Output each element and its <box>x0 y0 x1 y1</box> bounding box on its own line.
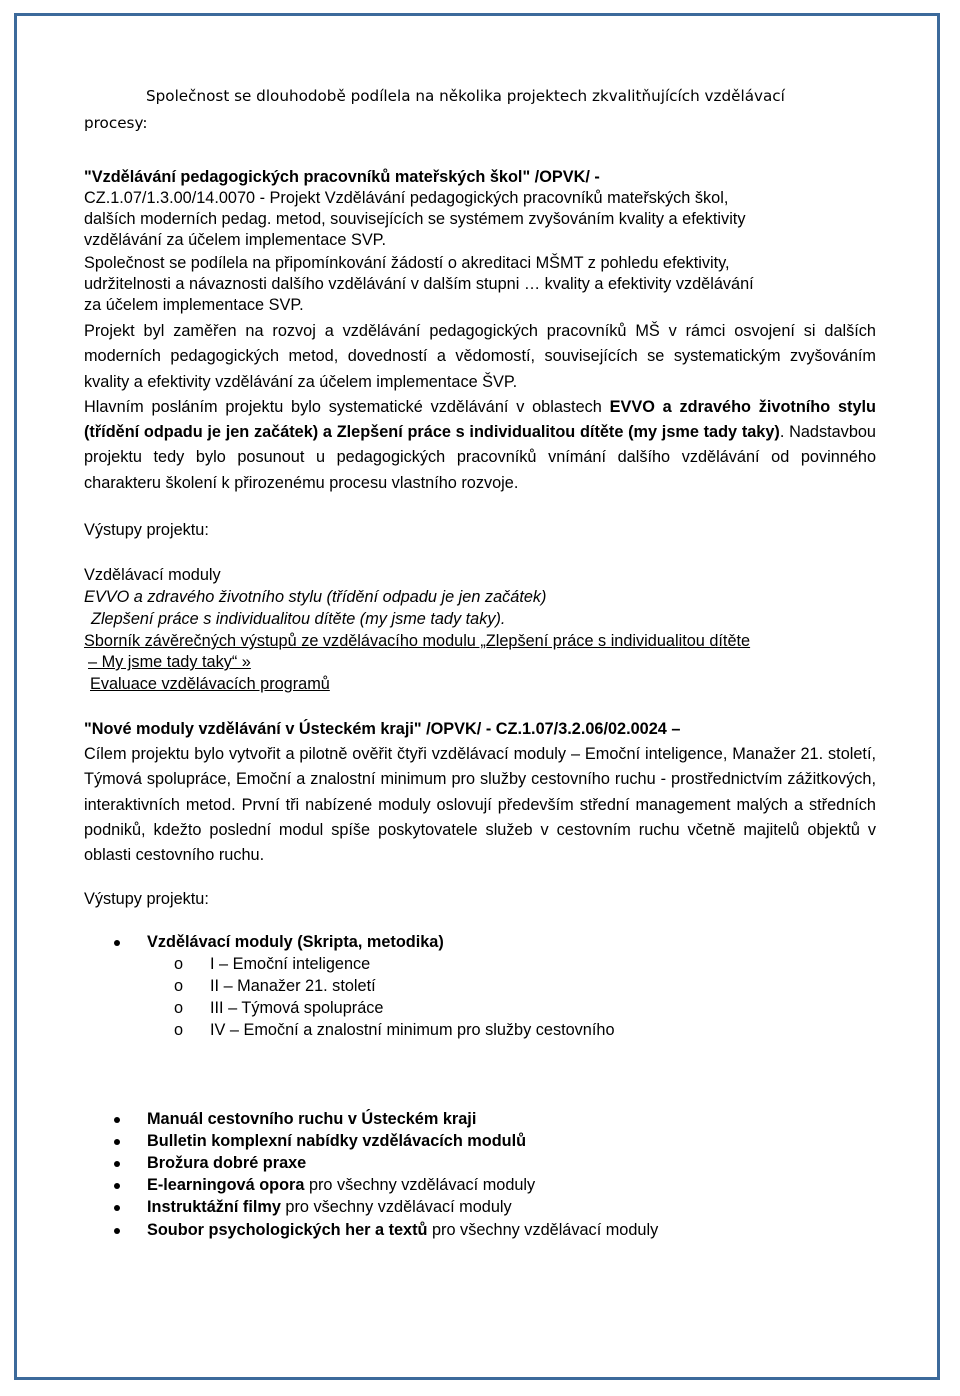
project1-review-line: Společnost se podílela na připomínkování žádostí o akreditaci MŠMT z pohledu efektivity, <box>84 254 730 272</box>
project1-outputs-heading: Výstupy projektu: <box>84 521 209 540</box>
project1-outputs <box>84 565 876 695</box>
module-name: III – Týmová spolupráce <box>210 999 384 1018</box>
list-item <box>84 1019 876 1041</box>
intro-line-2: procesy: <box>84 114 148 132</box>
list-item <box>84 975 876 997</box>
module-evvo: EVVO a zdravého životního stylu (třídění odpadu je jen začátek) <box>84 588 547 607</box>
intro-paragraph <box>84 83 876 137</box>
project1-review-line: udržitelnosti a návaznosti dalšího vzdělávání v dalším stupni … kvality a efektivity vzdělávání <box>84 275 754 293</box>
sbornik-link-line[interactable]: Sborník závěrečných výstupů ze vzdělávacího modulu „Zlepšení práce s individualitou dítěte <box>84 632 751 651</box>
module-name: II – Manažer 21. století <box>210 976 376 995</box>
project2-modules-list <box>84 931 876 953</box>
list-item <box>84 1219 876 1241</box>
project1-review-paragraph <box>84 253 876 316</box>
project1-subtitle-line: CZ.1.07/1.3.00/14.0070 - Projekt Vzdělávání pedagogických pracovníků mateřských škol, <box>84 189 729 207</box>
project1-subtitle <box>84 188 876 251</box>
project1-subtitle-line: vzdělávání za účelem implementace SVP. <box>84 231 386 249</box>
project2-module-sublist <box>84 953 876 1042</box>
project1-review-line: za účelem implementace SVP. <box>84 296 304 314</box>
module-name: IV – Emoční a znalostní minimum pro služby cestovního <box>210 1021 615 1040</box>
evaluace-link[interactable]: Evaluace vzdělávacích programů <box>90 675 330 694</box>
modules-label: Vzdělávací moduly <box>84 566 221 585</box>
item-title: Manuál cestovního ruchu v Ústeckém kraji <box>147 1109 477 1128</box>
circle-bullet-icon: o <box>174 999 184 1018</box>
item-title: E-learningová opora <box>147 1176 305 1195</box>
sbornik-link[interactable] <box>84 631 876 673</box>
project1-focus-paragraph: Projekt byl zaměřen na rozvoj a vzdělávání pedagogických pracovníků MŠ v rámci osvojení si dalších moderních pedagogických metod, dovedností a vědomostí, souvisejících se systematickým zvyšováním kvality a efektivity vzdělávání za účelem implementace ŠVP. <box>84 322 876 391</box>
project1-title: "Vzdělávání pedagogických pracovníků mateřských škol" /OPVK/ - <box>84 168 600 186</box>
intro-line-1: Společnost se dlouhodobě podílela na několika projektech zkvalitňujících vzdělávací <box>146 87 785 105</box>
project2-outputs-heading: Výstupy projektu: <box>84 889 209 908</box>
module-individualita: Zlepšení práce s individualitou dítěte (my jsme tady taky). <box>91 610 506 629</box>
project2-outputs-list <box>84 1108 876 1241</box>
item-rest: pro všechny vzdělávací moduly <box>304 1176 536 1195</box>
list-item <box>84 1130 876 1152</box>
mission-text: Hlavním posláním projektu bylo systematické vzdělávání v oblastech <box>84 397 610 416</box>
project1-subtitle-line: dalších moderních pedag. metod, souvisejících se systémem zvyšováním kvality a efektivity <box>84 210 746 228</box>
project1-mission-paragraph <box>84 395 876 496</box>
mission-text-end: . Nadstavbou projektu tedy bylo posunout u pedagogických pracovníků vnímání dalšího vzdělávání od povinného charakteru školení k přirozenému procesu vlastního rozvoje. <box>84 423 876 492</box>
project2-title: "Nové moduly vzdělávání v Ústeckém kraji" /OPVK/ - CZ.1.07/3.2.06/02.0024 – <box>84 720 681 739</box>
circle-bullet-icon: o <box>174 1021 184 1040</box>
list-item: Vzdělávací moduly (Skripta, metodika) <box>84 931 876 953</box>
item-title: Soubor psychologických her a textů <box>147 1220 428 1239</box>
list-item <box>84 1108 876 1130</box>
project2-paragraph: Cílem projektu bylo vytvořit a pilotně ověřit čtyři vzdělávací moduly – Emoční inteligence, Manažer 21. století, Týmová spolupráce, Emoční a znalostní minimum pro služby cestovního ruchu - prostřednictvím zážitkových, interaktivních metod. První tři nabízené moduly oslovují především střední management malých a středních podniků, kdežto poslední modul spíše poskytovatele služeb v cestovním ruchu včetně majitelů objektů v oblasti cestovního ruchu. <box>84 745 876 865</box>
document-body <box>84 83 876 1241</box>
list-item <box>84 1152 876 1174</box>
item-rest: pro všechny vzdělávací moduly <box>280 1198 512 1217</box>
item-title: Brožura dobré praxe <box>147 1153 307 1172</box>
list-item <box>84 953 876 975</box>
list-item <box>84 1174 876 1196</box>
sbornik-link-line[interactable]: – My jsme tady taky“ » <box>88 653 251 672</box>
circle-bullet-icon: o <box>174 976 184 995</box>
list-item <box>84 1196 876 1218</box>
item-title: Instruktážní filmy <box>147 1198 281 1217</box>
circle-bullet-icon: o <box>174 954 184 973</box>
item-rest: pro všechny vzdělávací moduly <box>427 1220 659 1239</box>
list-item <box>84 997 876 1019</box>
item-title: Bulletin komplexní nabídky vzdělávacích modulů <box>147 1131 527 1150</box>
mission-highlight: EVVO a zdravého životního stylu (třídění odpadu je jen začátek) a Zlepšení práce s individualitou dítěte (my jsme tady taky) <box>84 397 876 442</box>
module-name: I – Emoční inteligence <box>210 954 371 973</box>
